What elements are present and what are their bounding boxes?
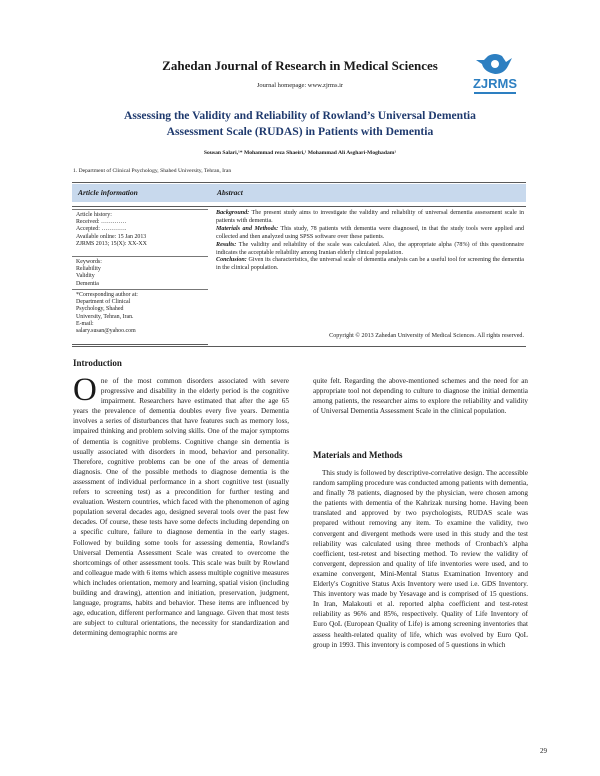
journal-homepage: Journal homepage: www.zjrms.ir bbox=[256, 82, 344, 89]
copyright: Copyright © 2013 Zahedan University of Medical Sciences. All rights reserved. bbox=[329, 333, 524, 339]
journal-title: Zahedan Journal of Research in Medical Sciences bbox=[162, 58, 438, 73]
article-title-line2: Assessment Scale (RUDAS) in Patients with Dementia bbox=[166, 125, 434, 138]
divider bbox=[72, 206, 526, 207]
author-email[interactable]: salary.susan@yahoo.com bbox=[76, 328, 136, 335]
keywords: Keywords: Reliability Validity Dementia bbox=[72, 256, 208, 290]
article-title-line1: Assessing the Validity and Reliability of Rowland’s Universal Dementia bbox=[124, 109, 476, 122]
article-history: Article history: Received: …………. Accepted: …………. Available online: 15 Jan 2013 ZJRMS 2013; 15(X): XX-XX bbox=[72, 209, 208, 250]
article-title bbox=[90, 108, 510, 140]
article-info-heading: Article information bbox=[78, 188, 138, 197]
logo-text: ZJRMS bbox=[472, 76, 518, 91]
divider bbox=[72, 344, 208, 345]
affiliation: 1. Department of Clinical Psychology, Shahed University, Tehran, Iran bbox=[73, 168, 232, 174]
correspondence: *Corresponding author at: Department of Clinical Psychology, Shahed University, Tehran, Iran. E-mail: salary.susan@yahoo.com bbox=[72, 289, 208, 337]
intro-paragraph: One of the most common disorders associated with severe progressive and disability in the elderly period is the cognitive impairment. Researchers have estimated that after the age 65 years the prevalence of dementia doubles every five years. Dementia involves a series of disturbances that have features such as memory loss, impaired thinking and problem solving skills. One of the major symptoms of dementia is cognitive problems. Cognitive change sin dementia is usually associated with disorders in mood, behavior and personality. Therefore, cognitive problems can be one of the areas of dementia diagnosis. One of the possible methods to diagnose dementia is the assessment of individual performance in a short cognitive test (usually refers to screening test) as a precondition for further testing and evaluation. Western countries, which faced with the phenomenon of aging population several decades ago, designed several tools over the past few decades. Of course, these tests have some defects including depending on a specific culture, failure to diagnose dementia in the early stages. Followed by building some tools for assessing dementia, Rowland's Universal Dementia Assessment Scale was created to overcome the shortcomings of other assessment tools. This scale was built by Rowland and colleague made with 6 items which assess multiple cognitive measures which includes orientation, memory and learning, spatial vision (including building and drawing), attention and initiation, preservation, judgment, language, programs, habits and behavior. These items are influenced by age, education, different performance and language. Given that most tests are subject to cultural orientations, the necessity for standardization and determining demographic norms are bbox=[73, 372, 289, 638]
dropcap: O bbox=[73, 372, 97, 408]
divider bbox=[72, 346, 526, 347]
intro-paragraph-continued: quite felt. Regarding the above-mentioned schemes and the need for an appropriate tool not depending to culture to diagnose the initial dementia among patients, the researcher aims to explore the reliability and validity of Universal Dementia Assessment Scale in the clinical population. bbox=[313, 377, 528, 416]
divider bbox=[72, 182, 526, 183]
intro-heading: Introduction bbox=[73, 358, 122, 368]
article-authors: Sousan Salari,¹* Mohammad reza Shaeiri,¹ Mohammad Ali Asghari-Moghadam¹ bbox=[203, 150, 397, 156]
page-number: 29 bbox=[540, 747, 547, 755]
methods-heading: Materials and Methods bbox=[313, 450, 403, 460]
abstract-body: Background: The present study aims to investigate the validity and reliability of universal dementia assessment scale in patients with dementia. Materials and Methods: This study, 78 patients with dementia were diagnosed, in that the study tools were applied and collected and then analyzed using SPSS software over these patients. Results: The validity and reliability of the scale was calculated. Also, the appropriate alpha (78%) of this questionnaire indicates the acceptable reliability among Iranian elderly clinical population. Conclusion: Given its characteristics, the universal scale of dementia analysis can be a useful tool for screening the dementia in the clinical population. bbox=[216, 210, 524, 272]
abstract-heading: Abstract bbox=[217, 188, 243, 197]
methods-paragraph: This study is followed by descriptive-correlative design. The accessible random sampling procedure was conducted among patients with dementia, and finally 78 patients, diagnosed by the physician, were chosen among the patients with dementia of the Kahrizak nursing home. Having been translated and approved by two psychologists, RUDAS scale was prepared without removing any item. To examine the validity, two convergent and divergent methods were used in this study and the test reliability was calculated using three methods of Cronbach's alpha coefficient, test-retest and bisecting method. To review the validity of convergent, depression and quality of life inventories were used, and to examine convergent, Mini-Mental Status Examination Inventory and Elderly's Cognitive Status Axis Inventory were used i.e. GDS Inventory. This inventory was made by Yesavage and is comprised of 15 questions. In Iran, Malakouti et al. reported alpha coefficient and test-retest reliability as 96% and 85%, respectively. Quality of Life Inventory of Euro QoL (European Quality of Life) is among screening inventories that assess health-related quality of life, which was evolved by Euro QoL group in 1993. This inventory is composed of 5 questions in which bbox=[313, 469, 528, 649]
info-header-bar bbox=[72, 184, 526, 202]
journal-logo bbox=[460, 52, 530, 100]
